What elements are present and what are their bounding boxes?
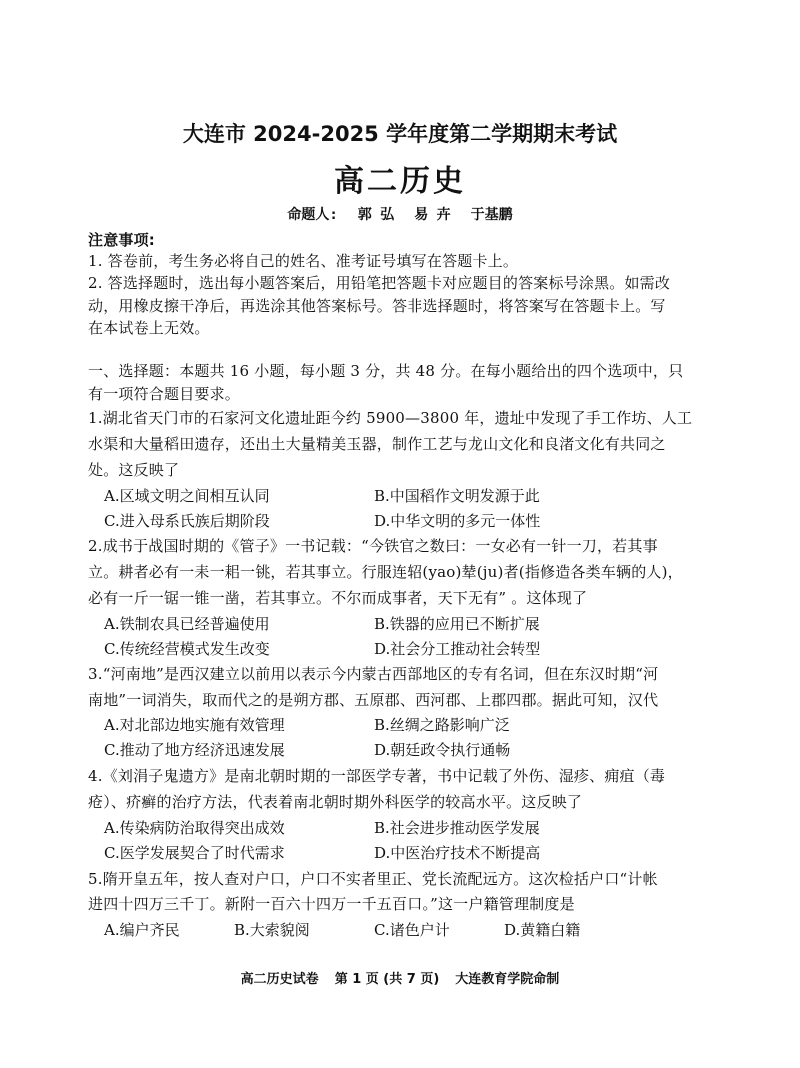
author-name: 郭 弘 — [357, 207, 395, 223]
footer-paper-name: 高二历史试卷 — [240, 972, 319, 987]
section-intro: 有一项符合题目要求。 — [88, 385, 241, 403]
question-2-stem: 2.成书于战国时期的《管子》一书记载：“今铁官之数曰：一女必有一针一刀，若其事 — [88, 537, 658, 555]
question-4-stem: 疮）、疥癣的治疗方法，代表着南北朝时期外科医学的较高水平。这反映了 — [88, 793, 583, 811]
author-name: 于基鹏 — [470, 207, 513, 223]
question-2-stem: 立。耕者必有一耒一耜一铫，若其事立。行服连轺(yao)辇(ju)者(指修造各类车辆的人)， — [88, 563, 683, 581]
question-5-option-b: B.大索貌阅 — [234, 921, 310, 939]
question-5-option-c: C.诸色户计 — [374, 921, 450, 939]
question-4-stem: 4.《刘涓子鬼遗方》是南北朝时期的一部医学专著，书中记载了外伤、湿疹、痈疽（毒 — [88, 767, 666, 785]
question-2-option-b: B.铁器的应用已不断扩展 — [374, 615, 540, 633]
question-4-option-b: B.社会进步推动医学发展 — [374, 819, 540, 837]
question-3-option-a: A.对北部边地实施有效管理 — [104, 716, 285, 734]
question-1-option-a: A.区域文明之间相互认同 — [104, 487, 270, 505]
authors-label: 命题人: — [287, 207, 338, 223]
question-3-stem: 南地”一词消失，取而代之的是朔方郡、五原郡、西河郡、上郡四郡。据此可知，汉代 — [88, 691, 659, 709]
question-5-stem: 进四十四万三千丁。新附一百六十四万一千五百口。”这一户籍管理制度是 — [88, 895, 575, 913]
question-3-option-b: B.丝绸之路影响广泛 — [374, 716, 510, 734]
question-2-option-d: D.社会分工推动社会转型 — [374, 640, 541, 658]
notice-line: 2. 答选择题时，选出每小题答案后，用铅笔把答题卡对应题目的答案标号涂黑。如需改 — [88, 274, 671, 292]
question-4-option-d: D.中医治疗技术不断提高 — [374, 844, 541, 862]
question-4-option-c: C.医学发展契合了时代需求 — [104, 844, 285, 862]
question-3-stem: 3.“河南地”是西汉建立以前用以表示今内蒙古西部地区的专有名词，但在东汉时期“河 — [88, 665, 659, 683]
question-2-option-c: C.传统经营模式发生改变 — [104, 640, 270, 658]
question-4-option-a: A.传染病防治取得突出成效 — [104, 819, 285, 837]
authors-line — [0, 204, 800, 224]
notice-line: 动，用橡皮擦干净后，再选涂其他答案标号。答非选择题时，将答案写在答题卡上。写 — [88, 297, 666, 315]
question-3-option-c: C.推动了地方经济迅速发展 — [104, 741, 285, 759]
question-1-stem: 水渠和大量稻田遗存，还出土大量精美玉器，制作工艺与龙山文化和良渚文化有共同之 — [88, 435, 666, 453]
notice-line: 在本试卷上无效。 — [88, 319, 210, 337]
question-1-option-d: D.中华文明的多元一体性 — [374, 512, 541, 530]
author-name: 易 卉 — [414, 207, 451, 223]
footer-page-info: 第 1 页 (共 7 页) — [334, 972, 440, 987]
notice-line: 1. 答卷前，考生务必将自己的姓名、准考证号填写在答题卡上。 — [88, 252, 519, 270]
question-5-stem: 5.隋开皇五年，按人查对户口，户口不实者里正、党长流配远方。这次检括户口“计帐 — [88, 870, 658, 888]
question-1-stem: 1.湖北省天门市的石家河文化遗址距今约 5900—3800 年，遗址中发现了手工作坊、人工 — [88, 409, 693, 427]
question-2-stem: 必有一斤一锯一锥一凿，若其事立。不尔而成事者，天下无有” 。这体现了 — [88, 589, 588, 607]
question-2-option-a: A.铁制农具已经普遍使用 — [104, 615, 270, 633]
question-1-option-b: B.中国稻作文明发源于此 — [374, 487, 540, 505]
subject-title: 高二历史 — [334, 164, 466, 199]
notice-heading: 注意事项: — [88, 231, 155, 249]
question-1-option-c: C.进入母系氏族后期阶段 — [104, 512, 270, 530]
question-5-option-a: A.编户齐民 — [104, 921, 180, 939]
question-1-stem: 处。这反映了 — [88, 461, 180, 479]
question-5-option-d: D.黄籍白籍 — [504, 921, 581, 939]
exam-title: 大连市 2024-2025 学年度第二学期期末考试 — [182, 122, 618, 146]
footer-publisher: 大连教育学院命制 — [455, 972, 560, 987]
page-footer — [0, 968, 800, 987]
question-3-option-d: D.朝廷政令执行通畅 — [374, 741, 511, 759]
section-intro: 一、选择题：本题共 16 小题，每小题 3 分，共 48 分。在每小题给出的四个选项中，只 — [88, 362, 684, 380]
